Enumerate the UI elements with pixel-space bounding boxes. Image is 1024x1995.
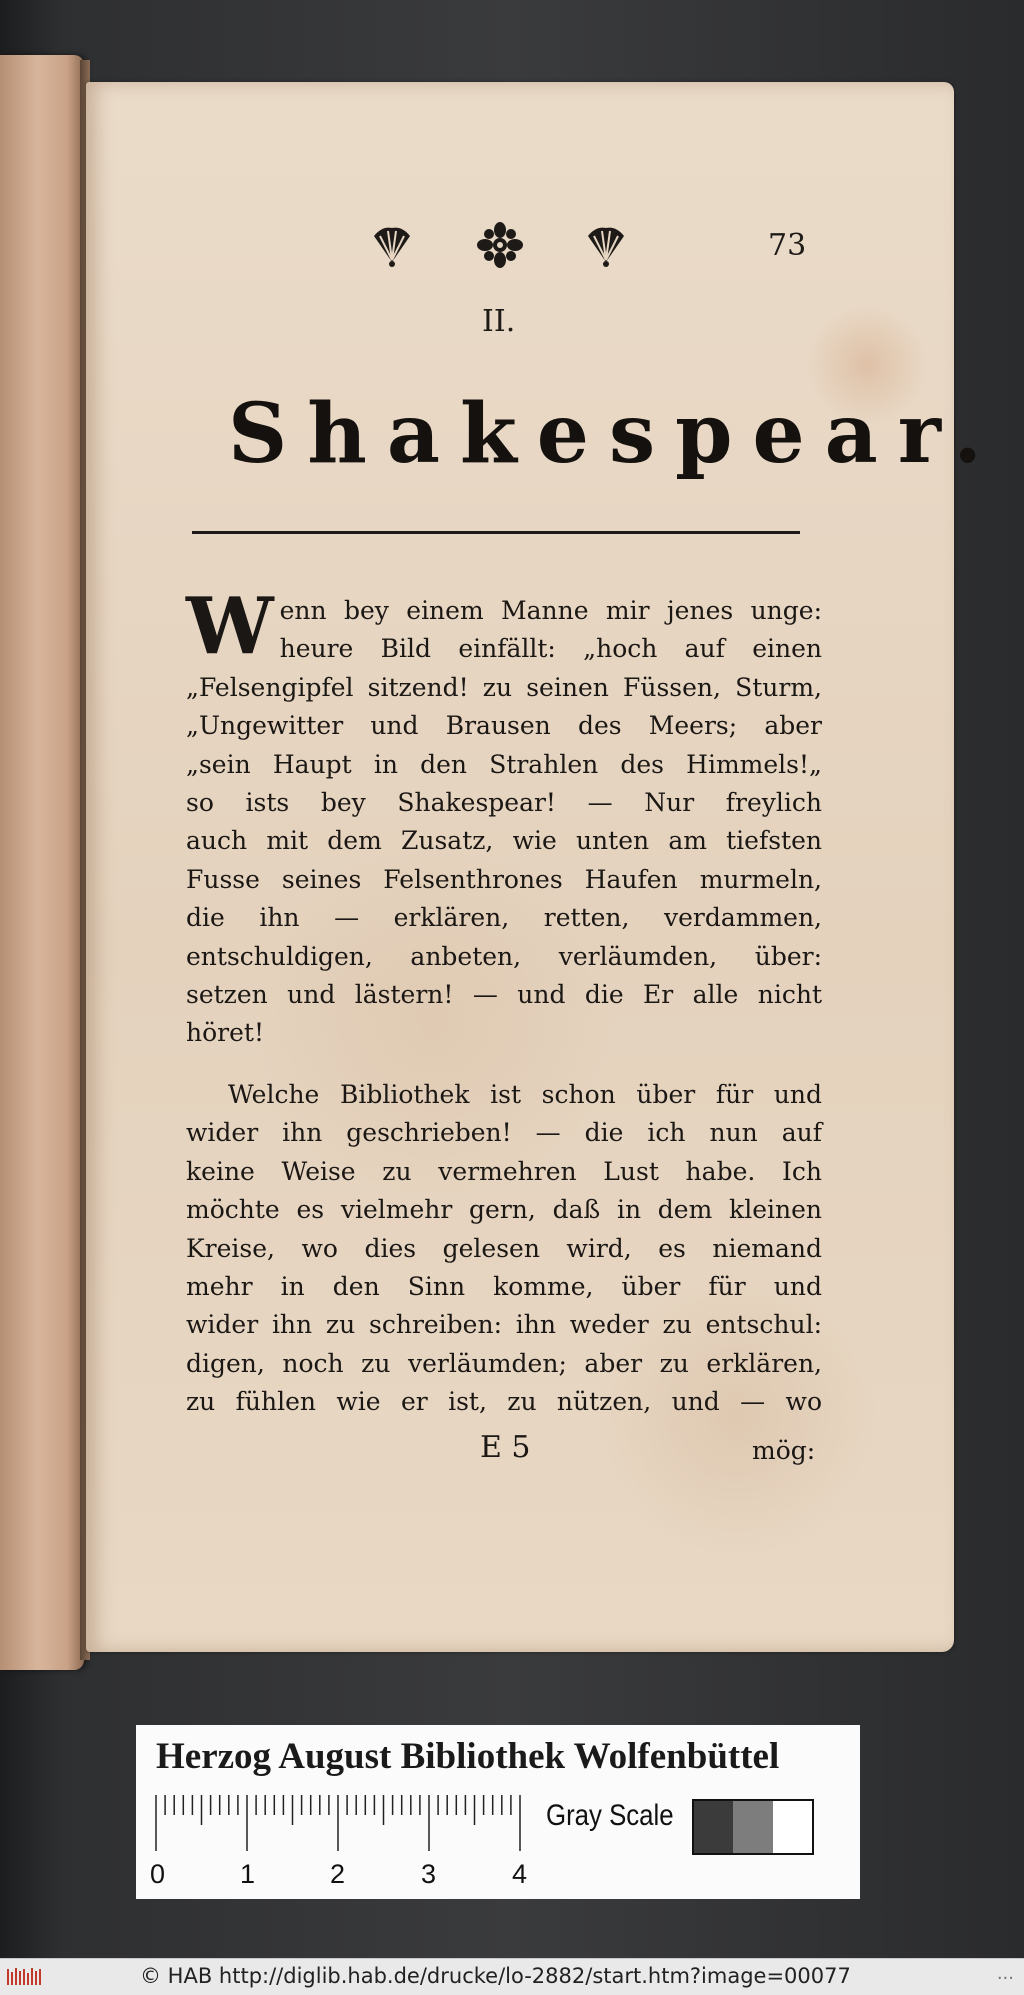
grayscale-swatch [773, 1801, 812, 1853]
hab-logo-icon [6, 1966, 46, 1988]
library-name: Herzog August Bibliothek Wolfenbüttel [156, 1736, 780, 1777]
text-line: Fusse seines Felsenthrones Haufen murmeln, [186, 864, 822, 894]
text-line: „sein Haupt in den Strahlen des Himmels!„ [186, 749, 822, 779]
ruler-label: 1 [240, 1859, 256, 1889]
rosette-ornament-icon [476, 222, 524, 268]
text-line: wider ihn geschrieben! — die ich nun auf [186, 1118, 822, 1148]
text-line: die ihn — erklären, retten, verdammen, [186, 903, 822, 933]
text-line: „Felsengipfel sitzend! zu seinen Füssen, Sturm, [186, 672, 822, 702]
text-line: heure Bild einfällt: „hoch auf einen [279, 634, 822, 664]
grayscale-swatch [694, 1801, 733, 1853]
grayscale-swatch [733, 1801, 772, 1853]
fan-ornament-icon [368, 222, 416, 268]
fan-ornament-icon [582, 222, 630, 268]
paragraph-2 [186, 1076, 822, 1422]
left-page-edge [0, 55, 84, 1670]
title-rule [192, 531, 800, 534]
text-line: zu fühlen wie er ist, zu nützen, und — wo [186, 1387, 822, 1417]
more-menu-icon[interactable]: ... [996, 1963, 1014, 1984]
library-color-card [136, 1725, 860, 1899]
text-line: setzen und lästern! — und die Er alle nicht [186, 979, 822, 1009]
text-line: möchte es vielmehr gern, daß in dem kleinen [186, 1195, 822, 1225]
text-line: auch mit dem Zusatz, wie unten am tiefsten [186, 826, 822, 856]
section-number: II. [482, 304, 516, 339]
text-line: Kreise, wo dies gelesen wird, es niemand [186, 1233, 822, 1263]
text-line: digen, noch zu verläumden; aber zu erklären, [186, 1348, 822, 1378]
paragraph-1 [186, 581, 822, 1053]
signature-mark: E 5 [480, 1430, 531, 1465]
text-line: Welche Bibliothek ist schon über für und [228, 1080, 822, 1109]
text-line: höret! [186, 1018, 264, 1048]
catchword: mög: [752, 1436, 816, 1465]
text-line: entschuldigen, anbeten, verläumden, über: [186, 941, 822, 971]
text-line: mehr in den Sinn komme, über für und [186, 1271, 822, 1301]
ruler-label: 0 [150, 1859, 166, 1889]
footer-copyright-link[interactable]: © HAB http://diglib.hab.de/drucke/lo-2882/start.htm?image=00077 [140, 1964, 851, 1988]
text-line: enn bey einem Manne mir jenes unge: [279, 596, 822, 625]
text-line: so ists bey Shakespear! — Nur freylich [186, 787, 822, 817]
footer-bar [0, 1958, 1024, 1995]
text-line: keine Weise zu vermehren Lust habe. Ich [186, 1156, 822, 1186]
text-line: wider ihn zu schreiben: ihn weder zu entschul: [186, 1310, 822, 1340]
drop-cap: W [186, 581, 274, 672]
page-number: 73 [768, 228, 807, 263]
grayscale-bar [692, 1799, 814, 1855]
text-line: „Ungewitter und Brausen des Meers; aber [186, 711, 822, 741]
grayscale-label: Gray Scale [546, 1799, 674, 1832]
header-ornaments [360, 222, 810, 268]
page-title: Shakespear. [228, 386, 1002, 482]
ruler-label: 2 [330, 1859, 346, 1889]
ruler-label: 3 [421, 1859, 437, 1889]
ruler-label: 4 [512, 1859, 528, 1889]
